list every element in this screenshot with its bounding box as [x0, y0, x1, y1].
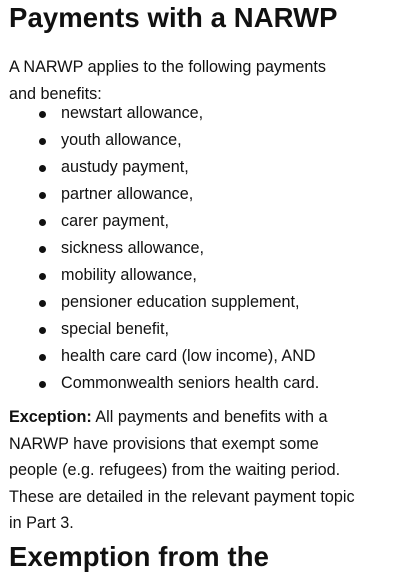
bullet-icon [39, 246, 46, 253]
bullet-icon [39, 192, 46, 199]
bullet-icon [39, 300, 46, 307]
list-item-text: newstart allowance, [61, 104, 204, 122]
list-item-text: mobility allowance, [61, 266, 197, 284]
list-item [0, 289, 319, 316]
exception-paragraph [9, 404, 401, 537]
bullet-icon [39, 327, 46, 334]
list-item [0, 262, 319, 289]
exception-text: All payments and benefits with a [91, 408, 328, 426]
list-item-text: health care card (low income), AND [61, 347, 316, 365]
list-item-text: special benefit, [61, 320, 169, 338]
list-item [0, 208, 319, 235]
exception-text: NARWP have provisions that exempt some [9, 434, 319, 453]
exception-text: in Part 3. [9, 514, 74, 533]
list-item-text: partner allowance, [61, 185, 194, 203]
next-section-heading: Exemption from the [9, 541, 270, 572]
section-heading: Payments with a NARWP [9, 2, 338, 33]
list-item [0, 100, 319, 127]
bullet-icon [39, 111, 46, 118]
list-item [0, 154, 319, 181]
bullet-icon [39, 273, 46, 280]
bullet-icon [39, 219, 46, 226]
list-item [0, 127, 319, 154]
bullet-icon [39, 354, 46, 361]
exception-text: These are detailed in the relevant payment topic [9, 487, 355, 506]
exception-label: Exception: [9, 408, 92, 426]
list-item-text: youth allowance, [61, 131, 182, 149]
intro-line: and benefits: [9, 85, 102, 103]
list-item-text: pensioner education supplement, [61, 293, 300, 311]
intro-line: A NARWP applies to the following payments [9, 58, 327, 76]
bullet-icon [39, 165, 46, 172]
bullet-icon [39, 138, 46, 145]
list-item-text: carer payment, [61, 212, 169, 230]
benefits-list [0, 100, 319, 397]
list-item-text: sickness allowance, [61, 239, 205, 257]
exception-text: people (e.g. refugees) from the waiting period. [9, 461, 341, 480]
list-item [0, 343, 319, 370]
bullet-icon [39, 381, 46, 388]
list-item [0, 235, 319, 262]
list-item-text: Commonwealth seniors health card. [61, 374, 320, 392]
list-item [0, 370, 319, 397]
list-item [0, 181, 319, 208]
list-item [0, 316, 319, 343]
list-item-text: austudy payment, [61, 158, 189, 176]
